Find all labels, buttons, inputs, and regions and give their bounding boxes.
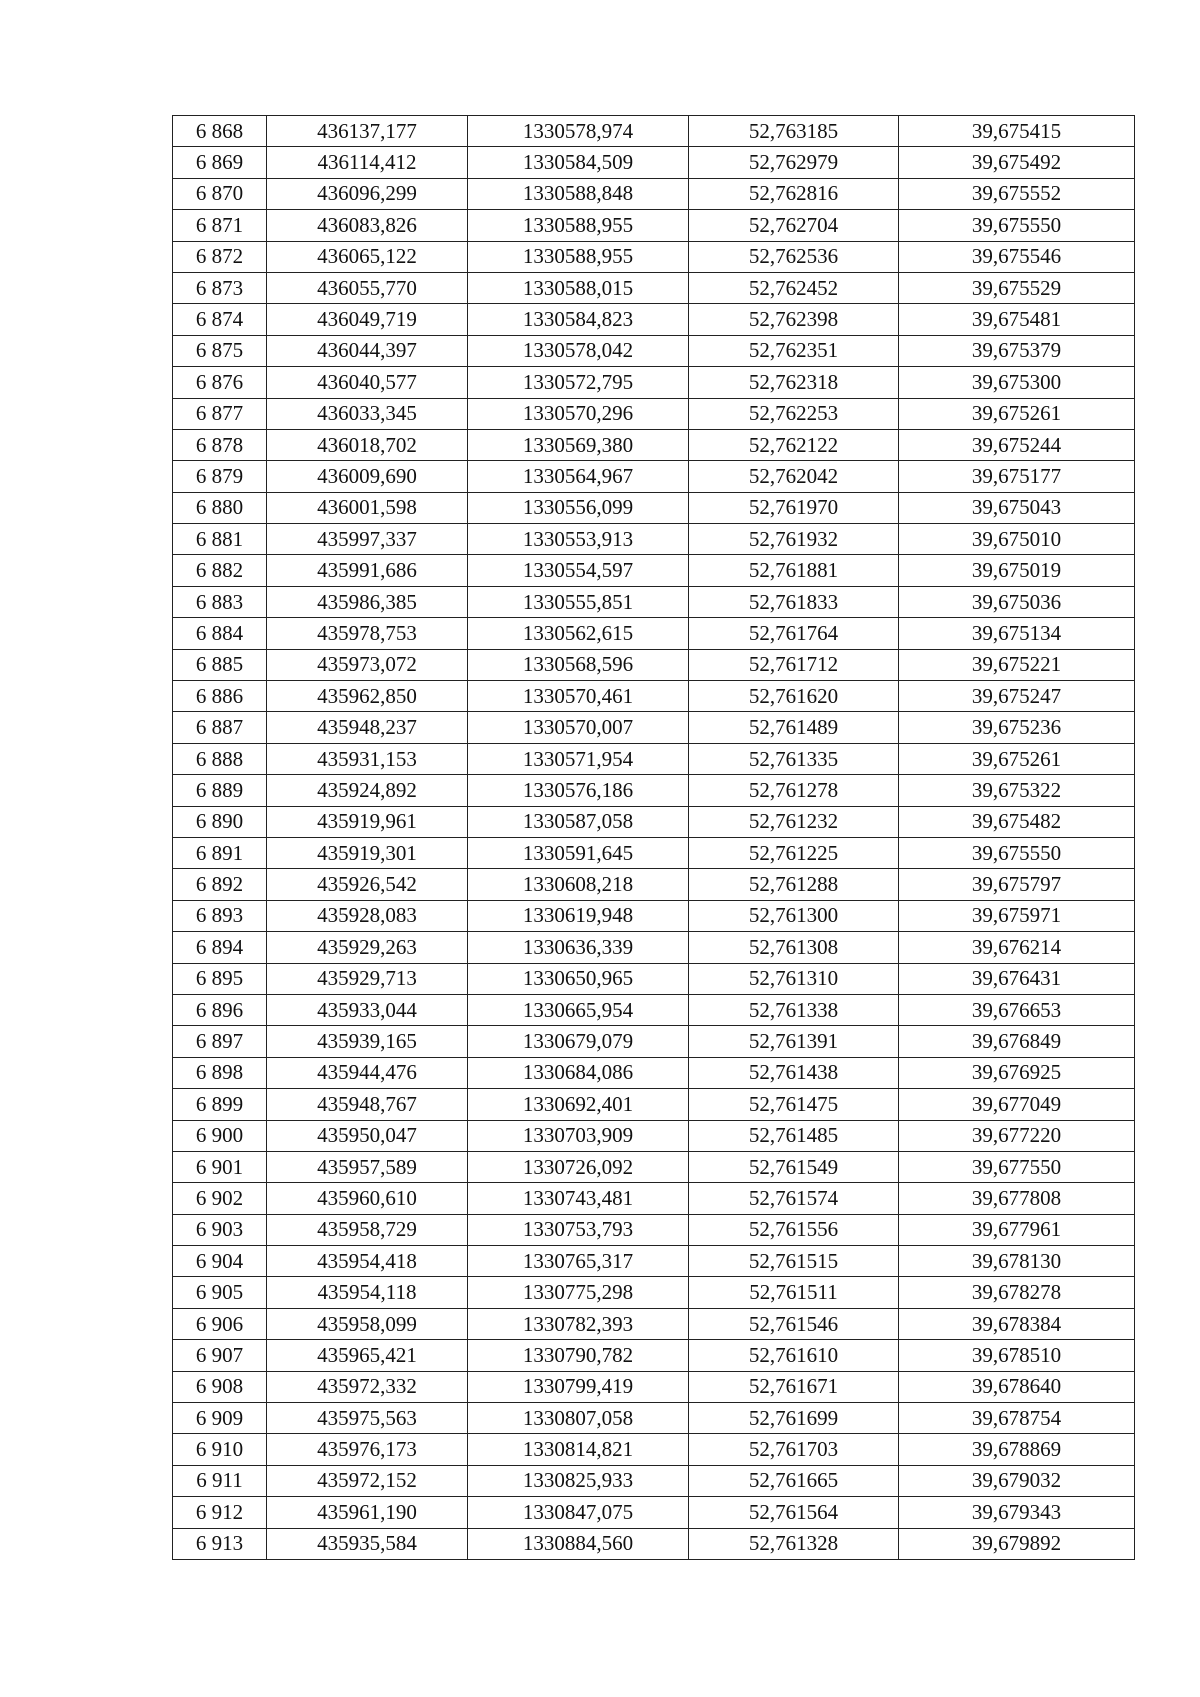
y-coordinate-cell: 1330570,296	[468, 398, 689, 429]
x-coordinate-cell: 435997,337	[267, 524, 468, 555]
longitude-cell: 39,675247	[899, 681, 1135, 712]
x-coordinate-cell: 435973,072	[267, 649, 468, 680]
table-row	[173, 1277, 1135, 1308]
x-coordinate-cell: 435931,153	[267, 743, 468, 774]
latitude-cell: 52,761310	[689, 963, 899, 994]
latitude-cell: 52,761610	[689, 1340, 899, 1371]
latitude-cell: 52,762452	[689, 272, 899, 303]
x-coordinate-cell: 436001,598	[267, 492, 468, 523]
point-number-cell: 6 907	[173, 1340, 267, 1371]
y-coordinate-cell: 1330588,015	[468, 272, 689, 303]
table-row	[173, 586, 1135, 617]
x-coordinate-cell: 435948,237	[267, 712, 468, 743]
point-number-cell: 6 878	[173, 429, 267, 460]
point-number-cell: 6 881	[173, 524, 267, 555]
point-number-cell: 6 904	[173, 1246, 267, 1277]
longitude-cell: 39,675322	[899, 775, 1135, 806]
y-coordinate-cell: 1330765,317	[468, 1246, 689, 1277]
point-number-cell: 6 899	[173, 1089, 267, 1120]
longitude-cell: 39,678278	[899, 1277, 1135, 1308]
longitude-cell: 39,675300	[899, 367, 1135, 398]
x-coordinate-cell: 435919,961	[267, 806, 468, 837]
latitude-cell: 52,761489	[689, 712, 899, 743]
table-row	[173, 524, 1135, 555]
x-coordinate-cell: 436033,345	[267, 398, 468, 429]
latitude-cell: 52,761335	[689, 743, 899, 774]
x-coordinate-cell: 435933,044	[267, 994, 468, 1025]
x-coordinate-cell: 435960,610	[267, 1183, 468, 1214]
latitude-cell: 52,763185	[689, 116, 899, 147]
y-coordinate-cell: 1330799,419	[468, 1371, 689, 1402]
latitude-cell: 52,762536	[689, 241, 899, 272]
point-number-cell: 6 871	[173, 210, 267, 241]
table-row	[173, 1465, 1135, 1496]
x-coordinate-cell: 436096,299	[267, 178, 468, 209]
table-row	[173, 932, 1135, 963]
point-number-cell: 6 894	[173, 932, 267, 963]
table-row	[173, 618, 1135, 649]
y-coordinate-cell: 1330562,615	[468, 618, 689, 649]
point-number-cell: 6 870	[173, 178, 267, 209]
latitude-cell: 52,761546	[689, 1308, 899, 1339]
longitude-cell: 39,678130	[899, 1246, 1135, 1277]
point-number-cell: 6 892	[173, 869, 267, 900]
x-coordinate-cell: 435958,729	[267, 1214, 468, 1245]
y-coordinate-cell: 1330884,560	[468, 1528, 689, 1559]
point-number-cell: 6 876	[173, 367, 267, 398]
table-row	[173, 241, 1135, 272]
point-number-cell: 6 883	[173, 586, 267, 617]
longitude-cell: 39,679892	[899, 1528, 1135, 1559]
table-row	[173, 492, 1135, 523]
table-row	[173, 1308, 1135, 1339]
y-coordinate-cell: 1330588,955	[468, 210, 689, 241]
latitude-cell: 52,761438	[689, 1057, 899, 1088]
table-row	[173, 1183, 1135, 1214]
latitude-cell: 52,761308	[689, 932, 899, 963]
y-coordinate-cell: 1330650,965	[468, 963, 689, 994]
latitude-cell: 52,761970	[689, 492, 899, 523]
latitude-cell: 52,761671	[689, 1371, 899, 1402]
longitude-cell: 39,677961	[899, 1214, 1135, 1245]
longitude-cell: 39,677049	[899, 1089, 1135, 1120]
y-coordinate-cell: 1330555,851	[468, 586, 689, 617]
point-number-cell: 6 889	[173, 775, 267, 806]
point-number-cell: 6 888	[173, 743, 267, 774]
x-coordinate-cell: 435924,892	[267, 775, 468, 806]
longitude-cell: 39,676849	[899, 1026, 1135, 1057]
longitude-cell: 39,677550	[899, 1151, 1135, 1182]
table-row	[173, 398, 1135, 429]
y-coordinate-cell: 1330790,782	[468, 1340, 689, 1371]
y-coordinate-cell: 1330572,795	[468, 367, 689, 398]
x-coordinate-cell: 435972,152	[267, 1465, 468, 1496]
x-coordinate-cell: 435986,385	[267, 586, 468, 617]
y-coordinate-cell: 1330619,948	[468, 900, 689, 931]
table-row	[173, 1340, 1135, 1371]
table-row	[173, 555, 1135, 586]
longitude-cell: 39,675550	[899, 210, 1135, 241]
table-row	[173, 1026, 1135, 1057]
table-row	[173, 335, 1135, 366]
table-row	[173, 649, 1135, 680]
longitude-cell: 39,676214	[899, 932, 1135, 963]
point-number-cell: 6 868	[173, 116, 267, 147]
x-coordinate-cell: 435929,713	[267, 963, 468, 994]
latitude-cell: 52,762253	[689, 398, 899, 429]
longitude-cell: 39,676925	[899, 1057, 1135, 1088]
point-number-cell: 6 874	[173, 304, 267, 335]
table-row	[173, 775, 1135, 806]
point-number-cell: 6 897	[173, 1026, 267, 1057]
latitude-cell: 52,761932	[689, 524, 899, 555]
point-number-cell: 6 884	[173, 618, 267, 649]
latitude-cell: 52,761511	[689, 1277, 899, 1308]
longitude-cell: 39,675415	[899, 116, 1135, 147]
latitude-cell: 52,761475	[689, 1089, 899, 1120]
y-coordinate-cell: 1330636,339	[468, 932, 689, 963]
y-coordinate-cell: 1330608,218	[468, 869, 689, 900]
x-coordinate-cell: 435928,083	[267, 900, 468, 931]
latitude-cell: 52,762351	[689, 335, 899, 366]
x-coordinate-cell: 435929,263	[267, 932, 468, 963]
point-number-cell: 6 887	[173, 712, 267, 743]
table-row	[173, 963, 1135, 994]
latitude-cell: 52,761278	[689, 775, 899, 806]
longitude-cell: 39,675529	[899, 272, 1135, 303]
y-coordinate-cell: 1330588,955	[468, 241, 689, 272]
point-number-cell: 6 910	[173, 1434, 267, 1465]
longitude-cell: 39,676653	[899, 994, 1135, 1025]
longitude-cell: 39,678640	[899, 1371, 1135, 1402]
table-row	[173, 1151, 1135, 1182]
latitude-cell: 52,761881	[689, 555, 899, 586]
x-coordinate-cell: 435957,589	[267, 1151, 468, 1182]
point-number-cell: 6 908	[173, 1371, 267, 1402]
point-number-cell: 6 903	[173, 1214, 267, 1245]
table-row	[173, 837, 1135, 868]
y-coordinate-cell: 1330578,974	[468, 116, 689, 147]
x-coordinate-cell: 436018,702	[267, 429, 468, 460]
point-number-cell: 6 900	[173, 1120, 267, 1151]
longitude-cell: 39,675379	[899, 335, 1135, 366]
table-row	[173, 272, 1135, 303]
table-row	[173, 178, 1135, 209]
y-coordinate-cell: 1330753,793	[468, 1214, 689, 1245]
latitude-cell: 52,761485	[689, 1120, 899, 1151]
x-coordinate-cell: 436137,177	[267, 116, 468, 147]
longitude-cell: 39,678869	[899, 1434, 1135, 1465]
y-coordinate-cell: 1330684,086	[468, 1057, 689, 1088]
latitude-cell: 52,761574	[689, 1183, 899, 1214]
y-coordinate-cell: 1330587,058	[468, 806, 689, 837]
latitude-cell: 52,761564	[689, 1497, 899, 1528]
coordinates-table-body	[173, 116, 1135, 1560]
table-row	[173, 1497, 1135, 1528]
latitude-cell: 52,761665	[689, 1465, 899, 1496]
latitude-cell: 52,762816	[689, 178, 899, 209]
y-coordinate-cell: 1330775,298	[468, 1277, 689, 1308]
x-coordinate-cell: 436044,397	[267, 335, 468, 366]
point-number-cell: 6 877	[173, 398, 267, 429]
point-number-cell: 6 895	[173, 963, 267, 994]
longitude-cell: 39,675261	[899, 743, 1135, 774]
y-coordinate-cell: 1330576,186	[468, 775, 689, 806]
latitude-cell: 52,761620	[689, 681, 899, 712]
longitude-cell: 39,675236	[899, 712, 1135, 743]
longitude-cell: 39,675552	[899, 178, 1135, 209]
y-coordinate-cell: 1330571,954	[468, 743, 689, 774]
longitude-cell: 39,677220	[899, 1120, 1135, 1151]
table-row	[173, 367, 1135, 398]
latitude-cell: 52,761833	[689, 586, 899, 617]
latitude-cell: 52,761515	[689, 1246, 899, 1277]
y-coordinate-cell: 1330553,913	[468, 524, 689, 555]
y-coordinate-cell: 1330726,092	[468, 1151, 689, 1182]
y-coordinate-cell: 1330807,058	[468, 1403, 689, 1434]
y-coordinate-cell: 1330825,933	[468, 1465, 689, 1496]
longitude-cell: 39,679343	[899, 1497, 1135, 1528]
table-row	[173, 1528, 1135, 1559]
point-number-cell: 6 885	[173, 649, 267, 680]
point-number-cell: 6 909	[173, 1403, 267, 1434]
table-row	[173, 147, 1135, 178]
point-number-cell: 6 875	[173, 335, 267, 366]
point-number-cell: 6 879	[173, 461, 267, 492]
longitude-cell: 39,675134	[899, 618, 1135, 649]
y-coordinate-cell: 1330591,645	[468, 837, 689, 868]
x-coordinate-cell: 435976,173	[267, 1434, 468, 1465]
table-row	[173, 806, 1135, 837]
longitude-cell: 39,675550	[899, 837, 1135, 868]
point-number-cell: 6 891	[173, 837, 267, 868]
latitude-cell: 52,761549	[689, 1151, 899, 1182]
y-coordinate-cell: 1330578,042	[468, 335, 689, 366]
longitude-cell: 39,679032	[899, 1465, 1135, 1496]
point-number-cell: 6 912	[173, 1497, 267, 1528]
latitude-cell: 52,762979	[689, 147, 899, 178]
latitude-cell: 52,761391	[689, 1026, 899, 1057]
longitude-cell: 39,678510	[899, 1340, 1135, 1371]
table-row	[173, 1089, 1135, 1120]
x-coordinate-cell: 435935,584	[267, 1528, 468, 1559]
point-number-cell: 6 911	[173, 1465, 267, 1496]
x-coordinate-cell: 436083,826	[267, 210, 468, 241]
latitude-cell: 52,761712	[689, 649, 899, 680]
longitude-cell: 39,678384	[899, 1308, 1135, 1339]
longitude-cell: 39,675492	[899, 147, 1135, 178]
latitude-cell: 52,761232	[689, 806, 899, 837]
table-row	[173, 743, 1135, 774]
x-coordinate-cell: 436009,690	[267, 461, 468, 492]
x-coordinate-cell: 435939,165	[267, 1026, 468, 1057]
y-coordinate-cell: 1330782,393	[468, 1308, 689, 1339]
table-row	[173, 1246, 1135, 1277]
x-coordinate-cell: 436049,719	[267, 304, 468, 335]
latitude-cell: 52,761764	[689, 618, 899, 649]
y-coordinate-cell: 1330564,967	[468, 461, 689, 492]
y-coordinate-cell: 1330584,509	[468, 147, 689, 178]
latitude-cell: 52,762704	[689, 210, 899, 241]
latitude-cell: 52,761300	[689, 900, 899, 931]
point-number-cell: 6 913	[173, 1528, 267, 1559]
x-coordinate-cell: 435950,047	[267, 1120, 468, 1151]
latitude-cell: 52,761288	[689, 869, 899, 900]
longitude-cell: 39,675481	[899, 304, 1135, 335]
table-row	[173, 1434, 1135, 1465]
longitude-cell: 39,678754	[899, 1403, 1135, 1434]
point-number-cell: 6 872	[173, 241, 267, 272]
table-row	[173, 681, 1135, 712]
longitude-cell: 39,676431	[899, 963, 1135, 994]
x-coordinate-cell: 435978,753	[267, 618, 468, 649]
x-coordinate-cell: 435954,418	[267, 1246, 468, 1277]
point-number-cell: 6 893	[173, 900, 267, 931]
table-row	[173, 900, 1135, 931]
y-coordinate-cell: 1330847,075	[468, 1497, 689, 1528]
y-coordinate-cell: 1330703,909	[468, 1120, 689, 1151]
x-coordinate-cell: 435991,686	[267, 555, 468, 586]
table-row	[173, 210, 1135, 241]
table-row	[173, 712, 1135, 743]
x-coordinate-cell: 435975,563	[267, 1403, 468, 1434]
x-coordinate-cell: 436040,577	[267, 367, 468, 398]
x-coordinate-cell: 436114,412	[267, 147, 468, 178]
x-coordinate-cell: 435954,118	[267, 1277, 468, 1308]
y-coordinate-cell: 1330665,954	[468, 994, 689, 1025]
latitude-cell: 52,761556	[689, 1214, 899, 1245]
table-row	[173, 461, 1135, 492]
y-coordinate-cell: 1330570,007	[468, 712, 689, 743]
point-number-cell: 6 902	[173, 1183, 267, 1214]
longitude-cell: 39,675043	[899, 492, 1135, 523]
point-number-cell: 6 905	[173, 1277, 267, 1308]
x-coordinate-cell: 435919,301	[267, 837, 468, 868]
table-row	[173, 1403, 1135, 1434]
coordinates-table	[172, 115, 1135, 1560]
y-coordinate-cell: 1330814,821	[468, 1434, 689, 1465]
x-coordinate-cell: 435958,099	[267, 1308, 468, 1339]
y-coordinate-cell: 1330568,596	[468, 649, 689, 680]
table-row	[173, 116, 1135, 147]
longitude-cell: 39,675221	[899, 649, 1135, 680]
y-coordinate-cell: 1330569,380	[468, 429, 689, 460]
x-coordinate-cell: 435944,476	[267, 1057, 468, 1088]
table-row	[173, 1120, 1135, 1151]
table-row	[173, 869, 1135, 900]
point-number-cell: 6 896	[173, 994, 267, 1025]
x-coordinate-cell: 436055,770	[267, 272, 468, 303]
latitude-cell: 52,761699	[689, 1403, 899, 1434]
table-row	[173, 429, 1135, 460]
y-coordinate-cell: 1330588,848	[468, 178, 689, 209]
latitude-cell: 52,761338	[689, 994, 899, 1025]
latitude-cell: 52,762318	[689, 367, 899, 398]
x-coordinate-cell: 435948,767	[267, 1089, 468, 1120]
point-number-cell: 6 901	[173, 1151, 267, 1182]
point-number-cell: 6 882	[173, 555, 267, 586]
table-row	[173, 994, 1135, 1025]
point-number-cell: 6 869	[173, 147, 267, 178]
point-number-cell: 6 880	[173, 492, 267, 523]
longitude-cell: 39,677808	[899, 1183, 1135, 1214]
y-coordinate-cell: 1330584,823	[468, 304, 689, 335]
longitude-cell: 39,675971	[899, 900, 1135, 931]
longitude-cell: 39,675019	[899, 555, 1135, 586]
y-coordinate-cell: 1330556,099	[468, 492, 689, 523]
table-row	[173, 1057, 1135, 1088]
longitude-cell: 39,675546	[899, 241, 1135, 272]
latitude-cell: 52,761703	[689, 1434, 899, 1465]
latitude-cell: 52,761328	[689, 1528, 899, 1559]
x-coordinate-cell: 435961,190	[267, 1497, 468, 1528]
x-coordinate-cell: 435962,850	[267, 681, 468, 712]
x-coordinate-cell: 435965,421	[267, 1340, 468, 1371]
longitude-cell: 39,675797	[899, 869, 1135, 900]
latitude-cell: 52,762042	[689, 461, 899, 492]
x-coordinate-cell: 435926,542	[267, 869, 468, 900]
longitude-cell: 39,675177	[899, 461, 1135, 492]
longitude-cell: 39,675482	[899, 806, 1135, 837]
point-number-cell: 6 873	[173, 272, 267, 303]
longitude-cell: 39,675261	[899, 398, 1135, 429]
y-coordinate-cell: 1330554,597	[468, 555, 689, 586]
point-number-cell: 6 886	[173, 681, 267, 712]
point-number-cell: 6 890	[173, 806, 267, 837]
y-coordinate-cell: 1330679,079	[468, 1026, 689, 1057]
latitude-cell: 52,762398	[689, 304, 899, 335]
point-number-cell: 6 906	[173, 1308, 267, 1339]
longitude-cell: 39,675036	[899, 586, 1135, 617]
y-coordinate-cell: 1330692,401	[468, 1089, 689, 1120]
longitude-cell: 39,675010	[899, 524, 1135, 555]
latitude-cell: 52,762122	[689, 429, 899, 460]
longitude-cell: 39,675244	[899, 429, 1135, 460]
latitude-cell: 52,761225	[689, 837, 899, 868]
x-coordinate-cell: 436065,122	[267, 241, 468, 272]
table-row	[173, 1214, 1135, 1245]
x-coordinate-cell: 435972,332	[267, 1371, 468, 1402]
table-row	[173, 1371, 1135, 1402]
y-coordinate-cell: 1330743,481	[468, 1183, 689, 1214]
table-row	[173, 304, 1135, 335]
point-number-cell: 6 898	[173, 1057, 267, 1088]
y-coordinate-cell: 1330570,461	[468, 681, 689, 712]
